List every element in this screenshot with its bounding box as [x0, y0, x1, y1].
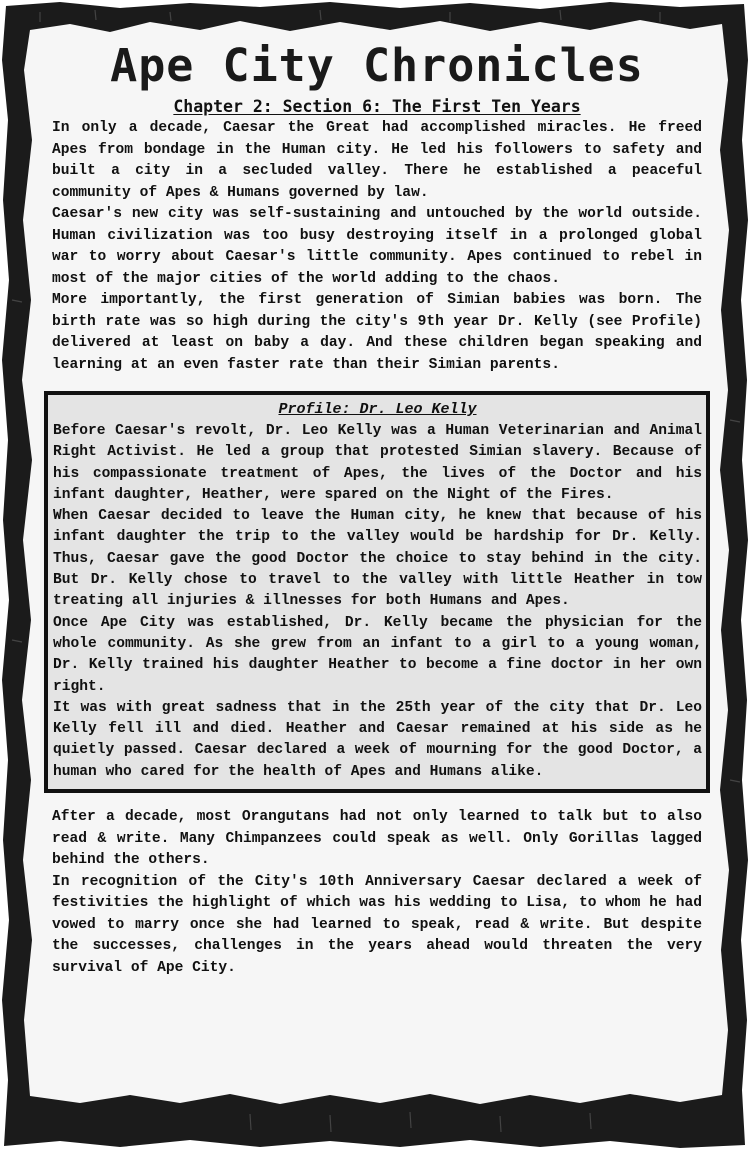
profile-box: [44, 391, 710, 793]
intro-section: [52, 118, 702, 376]
profile-paragraph: It was with great sadness that in the 25th year of the city that Dr. Leo Kelly fell ill and died. Heather and Caesar remained at his side as he quietly passed. Caesar declared a week of mourning for the good Doctor, a human who cared for the health of Apes and Humans alike.: [53, 699, 702, 780]
closing-paragraph: In recognition of the City's 10th Anniversary Caesar declared a week of festivities the highlight of which was his wedding to Lisa, to whom he had vowed to marry once she had learned to speak, read & write. But despite the successes, challenges in the years ahead would threaten the very survival of Ape City.: [52, 873, 702, 976]
intro-paragraph: More importantly, the first generation of Simian babies was born. The birth rate was so high during the city's 9th year Dr. Kelly (see Profile) delivered at least on baby a day. And these children began speaking and learning at an even faster rate than their Simian parents.: [52, 292, 702, 373]
intro-paragraph: Caesar's new city was self-sustaining and untouched by the world outside. Human civilization was too busy destroying itself in a prolonged global war to worry about Caesar's little community. Apes continued to rebel in most of the major cities of the world adding to the chaos.: [52, 206, 702, 287]
document-body: [52, 36, 702, 979]
profile-title: Profile: Dr. Leo Kelly: [278, 401, 477, 418]
profile-paragraph: When Caesar decided to leave the Human city, he knew that because of his infant daughter the trip to the valley would be hardship for Dr. Kelly. Thus, Caesar gave the good Doctor the choice to stay behind in the city. But Dr. Kelly chose to travel to the valley with little Heather in tow treating all injuries & illnesses for both Humans and Apes.: [53, 508, 702, 610]
page-title: Ape City Chronicles: [110, 39, 644, 92]
closing-paragraph: After a decade, most Orangutans had not only learned to talk but to also read & write. Many Chimpanzees could speak as well. Only Gorillas lagged behind the others.: [52, 809, 702, 869]
intro-paragraph: In only a decade, Caesar the Great had accomplished miracles. He freed Apes from bondage in the Human city. He led his followers to safety and built a city in a secluded valley. There he established a peaceful community of Apes & Humans governed by law.: [52, 120, 702, 201]
profile-paragraph: Before Caesar's revolt, Dr. Leo Kelly was a Human Veterinarian and Animal Right Activist. He led a group that protested Simian slavery. Because of his compassionate treatment of Apes, the lives of the Doctor and his infant daughter, Heather, were spared on the Night of the Fires.: [53, 423, 702, 503]
chapter-heading: Chapter 2: Section 6: The First Ten Years: [173, 97, 581, 116]
closing-section: [52, 807, 702, 979]
profile-paragraph: Once Ape City was established, Dr. Kelly became the physician for the whole community. As she grew from an infant to a girl to a young woman, Dr. Kelly trained his daughter Heather to become a fine doctor in her own right.: [53, 614, 702, 695]
